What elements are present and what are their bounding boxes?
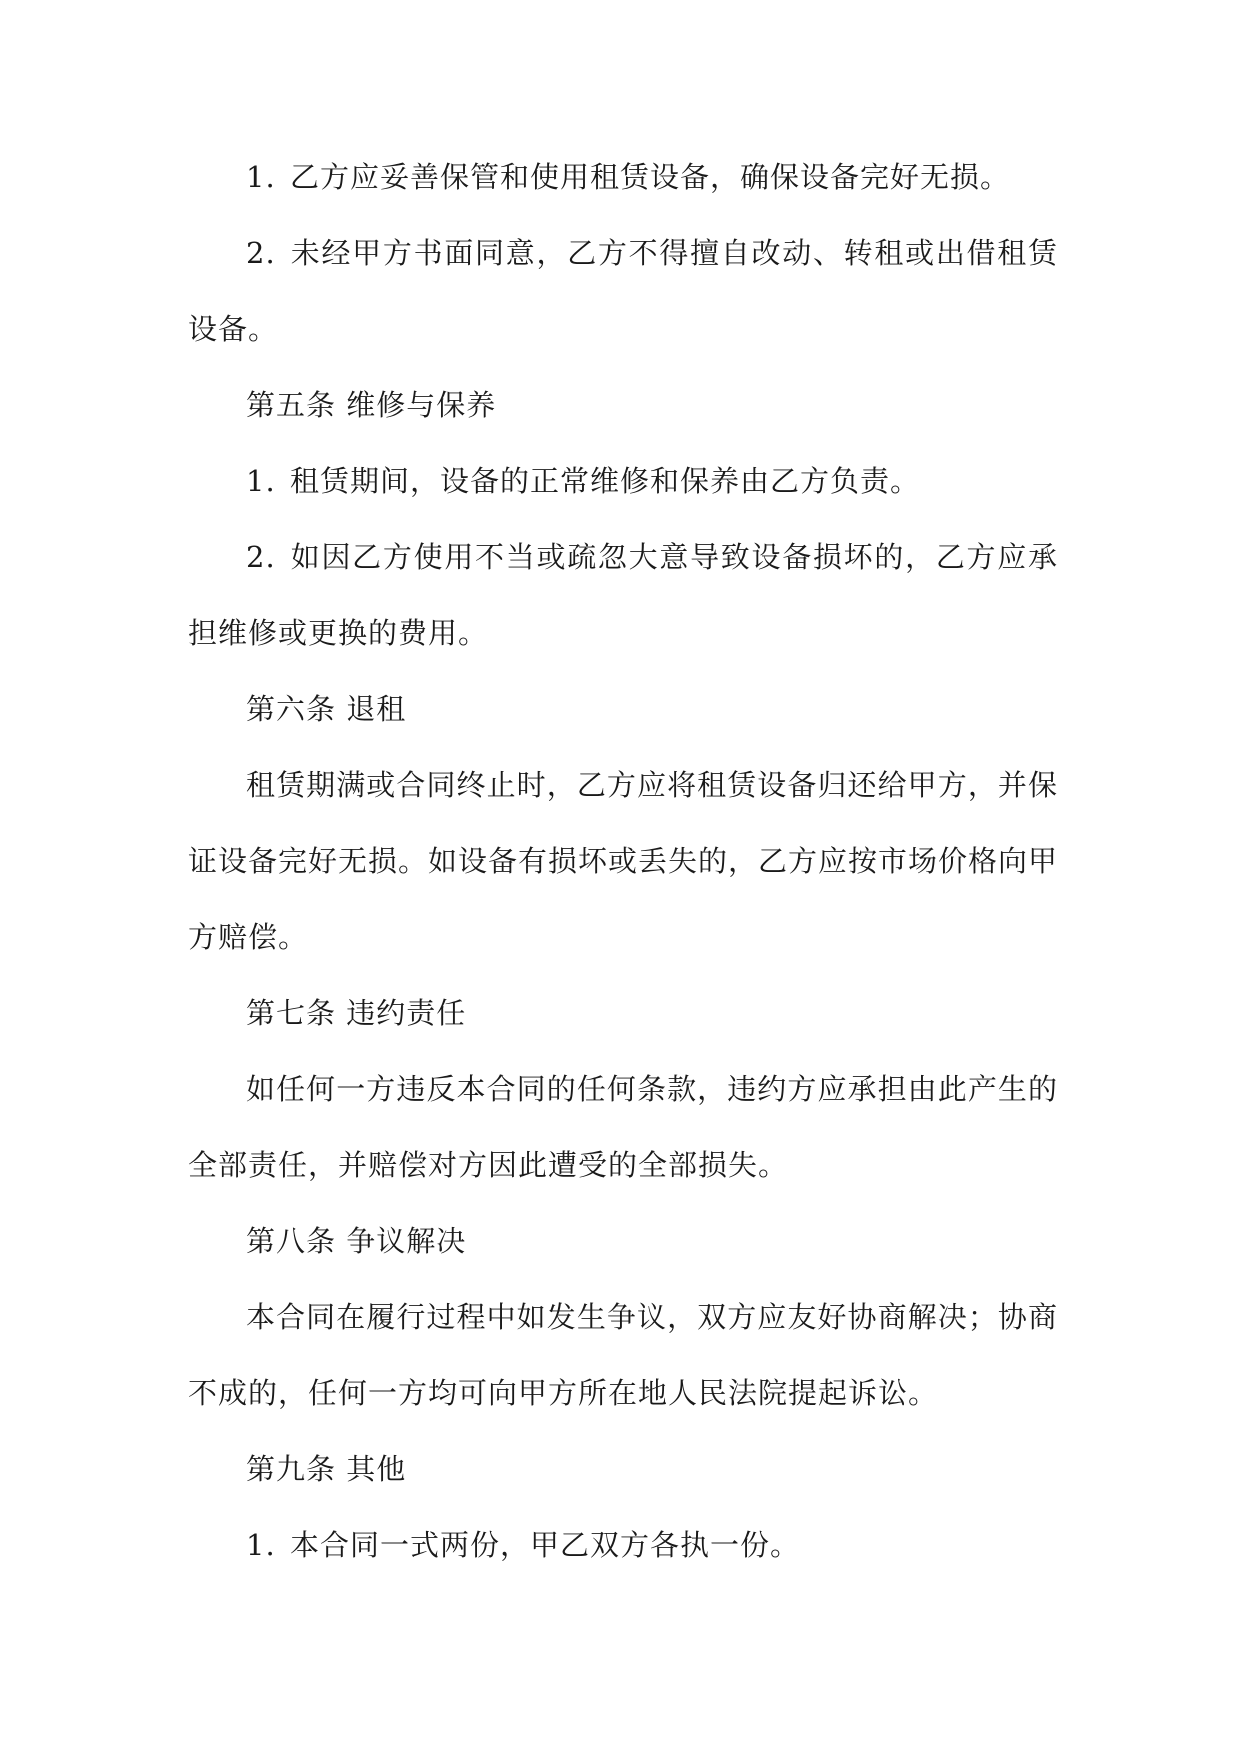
paragraph-text: 如任何一方违反本合同的任何条款，违约方应承担由此产生的全部责任，并赔偿对方因此遭受的全部损失。 (188, 1072, 1058, 1182)
paragraph-text: 未经甲方书面同意，乙方不得擅自改动、转租或出借租赁设备。 (188, 236, 1058, 346)
paragraph-text: 如因乙方使用不当或疏忽大意导致设备损坏的，乙方应承担维修或更换的费用。 (188, 540, 1058, 650)
clause-5-item-2 (188, 519, 1058, 671)
paragraph-text: 本合同在履行过程中如发生争议，双方应友好协商解决；协商不成的，任何一方均可向甲方所在地人民法院提起诉讼。 (188, 1300, 1058, 1410)
clause-8-heading (188, 1203, 1058, 1279)
section-heading: 第八条 争议解决 (246, 1224, 467, 1258)
clause-6-body (188, 747, 1058, 975)
clause-7-heading (188, 975, 1058, 1051)
clause-8-body (188, 1279, 1058, 1431)
clause-4-item-2 (188, 215, 1058, 367)
section-heading: 第六条 退租 (246, 692, 407, 726)
clause-5-heading (188, 367, 1058, 443)
item-number: 1. (246, 464, 276, 498)
clause-7-body (188, 1051, 1058, 1203)
clause-9-item-1 (188, 1507, 1058, 1583)
paragraph-text: 租赁期间，设备的正常维修和保养由乙方负责。 (290, 464, 921, 498)
clause-9-heading (188, 1431, 1058, 1507)
item-number: 1. (246, 1528, 276, 1562)
item-number: 2. (246, 540, 276, 574)
document-body (188, 139, 1058, 1583)
section-heading: 第九条 其他 (246, 1452, 407, 1486)
clause-6-heading (188, 671, 1058, 747)
item-number: 2. (246, 236, 276, 270)
section-heading: 第五条 维修与保养 (246, 388, 497, 422)
clause-4-item-1 (188, 139, 1058, 215)
clause-5-item-1 (188, 443, 1058, 519)
section-heading: 第七条 违约责任 (246, 996, 467, 1030)
paragraph-text: 本合同一式两份，甲乙双方各执一份。 (290, 1528, 801, 1562)
paragraph-text: 乙方应妥善保管和使用租赁设备，确保设备完好无损。 (290, 160, 1011, 194)
paragraph-text: 租赁期满或合同终止时，乙方应将租赁设备归还给甲方，并保证设备完好无损。如设备有损坏或丢失的，乙方应按市场价格向甲方赔偿。 (188, 768, 1059, 954)
item-number: 1. (246, 160, 276, 194)
